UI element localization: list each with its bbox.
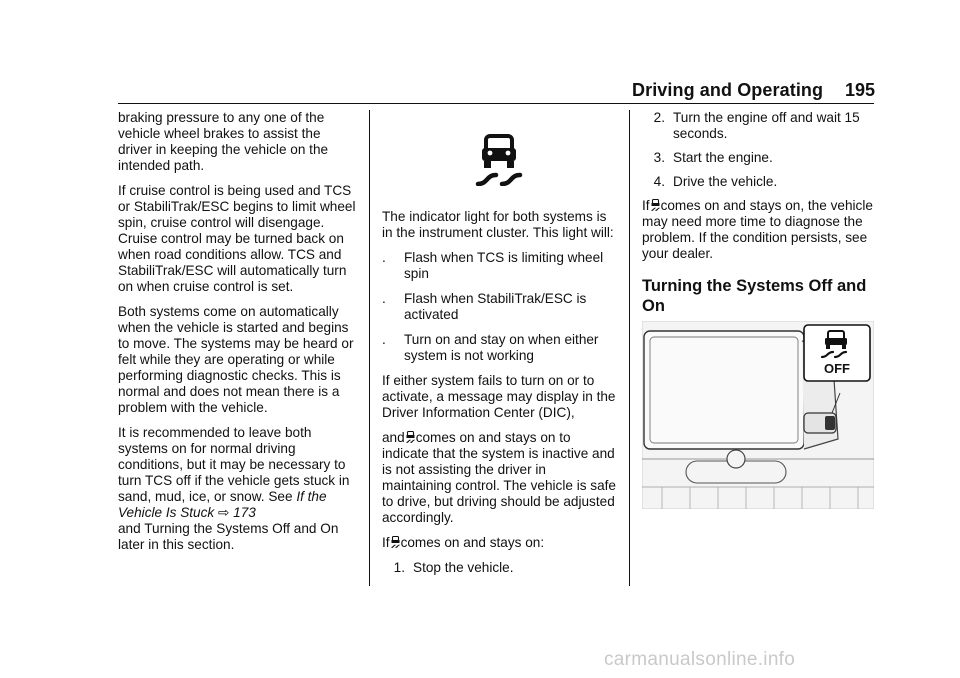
page-number: 195 (845, 80, 876, 100)
bullet-mark: . (382, 332, 386, 347)
traction-control-icon (406, 431, 415, 443)
step-number: 4. (653, 174, 665, 189)
text-more-time: comes on and stays on, the vehicle may need more time to diagnose the problem. If the condition persists, see your dealer. (642, 198, 873, 261)
column-2 (382, 209, 618, 584)
cross-reference-page[interactable]: 173 (233, 505, 256, 520)
text-if: If (642, 198, 650, 213)
traction-control-icon (391, 536, 400, 548)
off-label: OFF (824, 361, 850, 376)
recommendation-text: It is recommended to leave both systems on for normal driving conditions, but it may be necessary to turn TCS off if the vehicle gets stuck in sand, mud, ice, or snow. See (118, 425, 350, 504)
list-item (382, 560, 618, 576)
column-1 (118, 110, 358, 562)
traction-control-icon (651, 199, 660, 211)
paragraph-system-fails: If either system fails to turn on or to activate, a message may display in the Driver Information Center (DIC), (382, 373, 616, 420)
text-comes-on-stays-on: comes on and stays on: (400, 535, 545, 550)
paragraph-recommendation (118, 425, 358, 553)
step-number: 1. (393, 560, 405, 575)
list-item (382, 291, 618, 323)
paragraph-cruise-control: If cruise control is being used and TCS or StabiliTrak/ESC begins to limit wheel spin, cruise control will disengage. Cruise control may be turned back on when road conditions allow. TCS and StabiliTrak/ESC will automatically turn on when cruise control is set. (118, 183, 356, 294)
arrow-icon: ⇨ (218, 505, 230, 520)
list-item (382, 332, 618, 364)
paragraph-indicator-intro: The indicator light for both systems is in the instrument cluster. This light will: (382, 209, 614, 240)
paragraph-braking: braking pressure to any one of the vehicle wheel brakes to assist the driver in keeping the vehicle on the intended path. (118, 110, 329, 173)
dashboard-button-illustration (642, 321, 874, 509)
paragraph-indicator-stays-on (382, 430, 618, 526)
bullet-text: Flash when TCS is limiting wheel spin (404, 250, 604, 281)
text-and: and (382, 430, 405, 445)
paragraph-more-time (642, 198, 874, 262)
traction-control-skid-icon (474, 134, 524, 186)
step-number: 3. (653, 150, 665, 165)
list-item (382, 250, 618, 282)
bullet-text: Turn on and stay on when either system is not working (404, 332, 599, 363)
recommendation-tail: and Turning the Systems Off and On later in this section. (118, 521, 339, 552)
paragraph-if-stays-on (382, 535, 618, 551)
text-comes-on: comes on and stays on to indicate that the system is inactive and is not assisting the driver in maintaining control. The vehicle is safe to drive, but driving should be adjusted accordingly. (382, 430, 616, 525)
step-text: Stop the vehicle. (413, 560, 514, 575)
step-text: Drive the vehicle. (673, 174, 778, 189)
column-3 (642, 110, 874, 316)
step-text: Turn the engine off and wait 15 seconds. (673, 110, 860, 141)
section-title: Driving and Operating (632, 80, 824, 100)
cross-reference-link[interactable]: If the Vehicle Is Stuck (118, 489, 327, 520)
bullet-mark: . (382, 291, 386, 306)
bullet-mark: . (382, 250, 386, 265)
bullet-text: Flash when StabiliTrak/ESC is activated (404, 291, 587, 322)
section-subheading: Turning the Systems Off and On (642, 277, 867, 315)
header-rule (118, 103, 874, 104)
watermark: carmanualsonline.info (604, 649, 796, 670)
list-item (642, 174, 874, 190)
step-number: 2. (653, 110, 665, 125)
column-divider-left (369, 110, 370, 586)
text-if: If (382, 535, 390, 550)
paragraph-systems-on: Both systems come on automatically when the vehicle is started and begins to move. The systems may be heard or felt while they are operating or while performing diagnostic checks. This is normal and does not mean there is a problem with the vehicle. (118, 304, 354, 415)
list-item (642, 150, 874, 166)
list-item (642, 110, 874, 142)
step-text: Start the engine. (673, 150, 773, 165)
column-divider-right (629, 110, 630, 586)
